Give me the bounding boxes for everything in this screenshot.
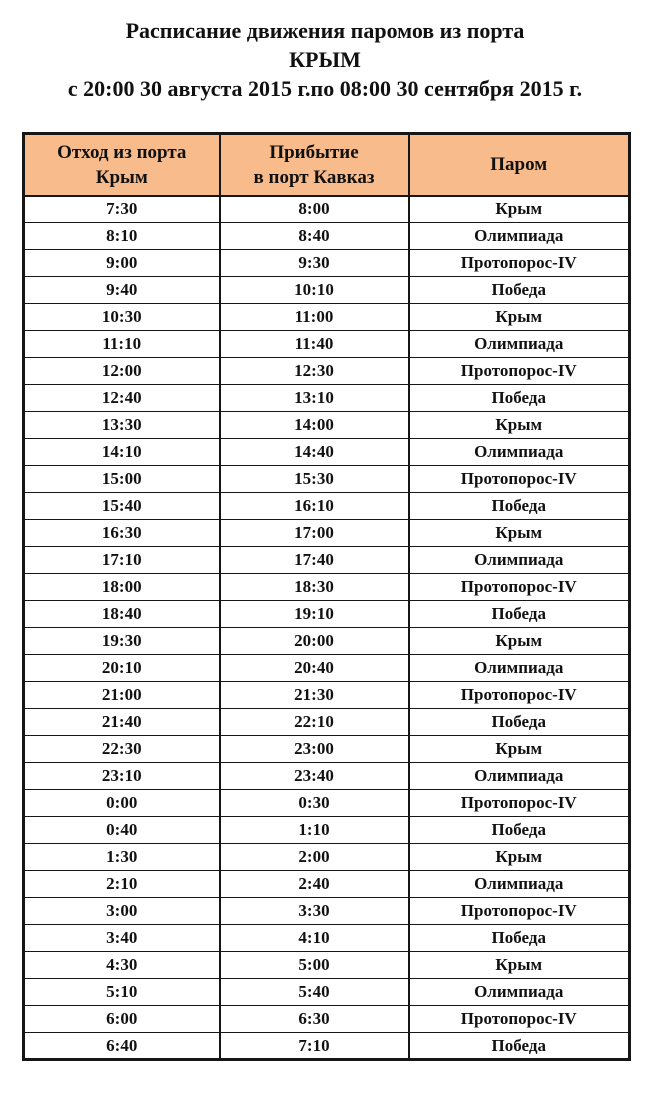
header-arrival (220, 134, 409, 196)
arrival-time-cell: 5:40 (220, 979, 409, 1006)
arrival-time-cell: 8:40 (220, 223, 409, 250)
ferry-name-cell: Протопорос-IV (409, 466, 630, 493)
departure-time-cell: 9:40 (24, 277, 220, 304)
departure-time-cell: 2:10 (24, 871, 220, 898)
departure-time-cell: 6:00 (24, 1006, 220, 1033)
table-row (24, 952, 630, 979)
ferry-name-cell: Крым (409, 304, 630, 331)
ferry-name-cell: Олимпиада (409, 547, 630, 574)
arrival-time-cell: 20:00 (220, 628, 409, 655)
table-row (24, 250, 630, 277)
ferry-name-cell: Победа (409, 277, 630, 304)
departure-time-cell: 15:40 (24, 493, 220, 520)
ferry-name-cell: Победа (409, 709, 630, 736)
departure-time-cell: 4:30 (24, 952, 220, 979)
arrival-time-cell: 17:40 (220, 547, 409, 574)
arrival-time-cell: 3:30 (220, 898, 409, 925)
header-departure (24, 134, 220, 196)
ferry-name-cell: Победа (409, 817, 630, 844)
ferry-name-cell: Протопорос-IV (409, 898, 630, 925)
table-row (24, 223, 630, 250)
arrival-time-cell: 15:30 (220, 466, 409, 493)
ferry-schedule-table (22, 132, 631, 1061)
page-title-line-1: Расписание движения паромов из порта (125, 18, 525, 43)
departure-time-cell: 21:40 (24, 709, 220, 736)
table-row (24, 520, 630, 547)
departure-time-cell: 11:10 (24, 331, 220, 358)
table-row (24, 655, 630, 682)
arrival-time-cell: 16:10 (220, 493, 409, 520)
arrival-time-cell: 13:10 (220, 385, 409, 412)
table-row (24, 412, 630, 439)
arrival-time-cell: 2:40 (220, 871, 409, 898)
ferry-name-cell: Олимпиада (409, 223, 630, 250)
ferry-name-cell: Победа (409, 493, 630, 520)
table-row (24, 898, 630, 925)
table-row (24, 844, 630, 871)
departure-time-cell: 0:00 (24, 790, 220, 817)
departure-time-cell: 1:30 (24, 844, 220, 871)
table-row (24, 358, 630, 385)
ferry-name-cell: Олимпиада (409, 763, 630, 790)
arrival-time-cell: 12:30 (220, 358, 409, 385)
arrival-time-cell: 10:10 (220, 277, 409, 304)
ferry-name-cell: Протопорос-IV (409, 682, 630, 709)
departure-time-cell: 17:10 (24, 547, 220, 574)
departure-time-cell: 18:00 (24, 574, 220, 601)
ferry-name-cell: Олимпиада (409, 979, 630, 1006)
header-ferry-label: Паром (490, 154, 548, 176)
arrival-time-cell: 11:00 (220, 304, 409, 331)
schedule-body (24, 196, 630, 1060)
ferry-name-cell: Победа (409, 1033, 630, 1060)
departure-time-cell: 20:10 (24, 655, 220, 682)
page-title-line-3: с 20:00 30 августа 2015 г.по 08:00 30 сентября 2015 г. (67, 76, 583, 101)
ferry-name-cell: Протопорос-IV (409, 1006, 630, 1033)
table-row (24, 817, 630, 844)
arrival-time-cell: 0:30 (220, 790, 409, 817)
ferry-name-cell: Крым (409, 196, 630, 223)
ferry-name-cell: Олимпиада (409, 871, 630, 898)
header-ferry (409, 134, 630, 196)
arrival-time-cell: 23:40 (220, 763, 409, 790)
departure-time-cell: 7:30 (24, 196, 220, 223)
table-row (24, 547, 630, 574)
table-row (24, 466, 630, 493)
table-row (24, 790, 630, 817)
table-row (24, 277, 630, 304)
departure-time-cell: 8:10 (24, 223, 220, 250)
departure-time-cell: 15:00 (24, 466, 220, 493)
arrival-time-cell: 22:10 (220, 709, 409, 736)
departure-time-cell: 6:40 (24, 1033, 220, 1060)
table-row (24, 196, 630, 223)
table-row (24, 925, 630, 952)
header-departure-line-1: Отход из порта (57, 141, 187, 163)
departure-time-cell: 9:00 (24, 250, 220, 277)
ferry-name-cell: Крым (409, 844, 630, 871)
arrival-time-cell: 18:30 (220, 574, 409, 601)
schedule-container (22, 132, 628, 1061)
departure-time-cell: 23:10 (24, 763, 220, 790)
page-title (0, 16, 650, 103)
ferry-name-cell: Протопорос-IV (409, 250, 630, 277)
ferry-name-cell: Крым (409, 520, 630, 547)
header-row (24, 134, 630, 196)
table-row (24, 1033, 630, 1060)
header-arrival-line-1: Прибытие (269, 141, 359, 163)
header-departure-line-2: Крым (95, 166, 148, 188)
arrival-time-cell: 21:30 (220, 682, 409, 709)
ferry-name-cell: Протопорос-IV (409, 790, 630, 817)
ferry-name-cell: Протопорос-IV (409, 358, 630, 385)
arrival-time-cell: 17:00 (220, 520, 409, 547)
table-row (24, 682, 630, 709)
arrival-time-cell: 5:00 (220, 952, 409, 979)
ferry-name-cell: Победа (409, 925, 630, 952)
table-row (24, 331, 630, 358)
ferry-name-cell: Протопорос-IV (409, 574, 630, 601)
ferry-name-cell: Победа (409, 385, 630, 412)
departure-time-cell: 22:30 (24, 736, 220, 763)
departure-time-cell: 14:10 (24, 439, 220, 466)
departure-time-cell: 18:40 (24, 601, 220, 628)
arrival-time-cell: 8:00 (220, 196, 409, 223)
ferry-name-cell: Крым (409, 628, 630, 655)
arrival-time-cell: 20:40 (220, 655, 409, 682)
header-arrival-line-2: в порт Кавказ (253, 166, 375, 188)
table-row (24, 763, 630, 790)
arrival-time-cell: 9:30 (220, 250, 409, 277)
departure-time-cell: 3:00 (24, 898, 220, 925)
departure-time-cell: 16:30 (24, 520, 220, 547)
departure-time-cell: 13:30 (24, 412, 220, 439)
arrival-time-cell: 19:10 (220, 601, 409, 628)
arrival-time-cell: 11:40 (220, 331, 409, 358)
departure-time-cell: 12:40 (24, 385, 220, 412)
arrival-time-cell: 7:10 (220, 1033, 409, 1060)
ferry-name-cell: Олимпиада (409, 655, 630, 682)
departure-time-cell: 21:00 (24, 682, 220, 709)
departure-time-cell: 3:40 (24, 925, 220, 952)
table-row (24, 1006, 630, 1033)
arrival-time-cell: 2:00 (220, 844, 409, 871)
arrival-time-cell: 23:00 (220, 736, 409, 763)
table-row (24, 601, 630, 628)
table-row (24, 493, 630, 520)
departure-time-cell: 0:40 (24, 817, 220, 844)
arrival-time-cell: 1:10 (220, 817, 409, 844)
arrival-time-cell: 14:00 (220, 412, 409, 439)
table-row (24, 304, 630, 331)
table-row (24, 736, 630, 763)
table-row (24, 979, 630, 1006)
table-row (24, 574, 630, 601)
table-row (24, 385, 630, 412)
departure-time-cell: 10:30 (24, 304, 220, 331)
departure-time-cell: 12:00 (24, 358, 220, 385)
ferry-name-cell: Олимпиада (409, 331, 630, 358)
ferry-name-cell: Победа (409, 601, 630, 628)
arrival-time-cell: 4:10 (220, 925, 409, 952)
departure-time-cell: 5:10 (24, 979, 220, 1006)
arrival-time-cell: 14:40 (220, 439, 409, 466)
ferry-name-cell: Крым (409, 952, 630, 979)
table-row (24, 628, 630, 655)
table-row (24, 709, 630, 736)
page-title-line-2: КРЫМ (289, 47, 361, 72)
departure-time-cell: 19:30 (24, 628, 220, 655)
table-row (24, 871, 630, 898)
arrival-time-cell: 6:30 (220, 1006, 409, 1033)
ferry-name-cell: Олимпиада (409, 439, 630, 466)
ferry-name-cell: Крым (409, 412, 630, 439)
ferry-name-cell: Крым (409, 736, 630, 763)
table-row (24, 439, 630, 466)
